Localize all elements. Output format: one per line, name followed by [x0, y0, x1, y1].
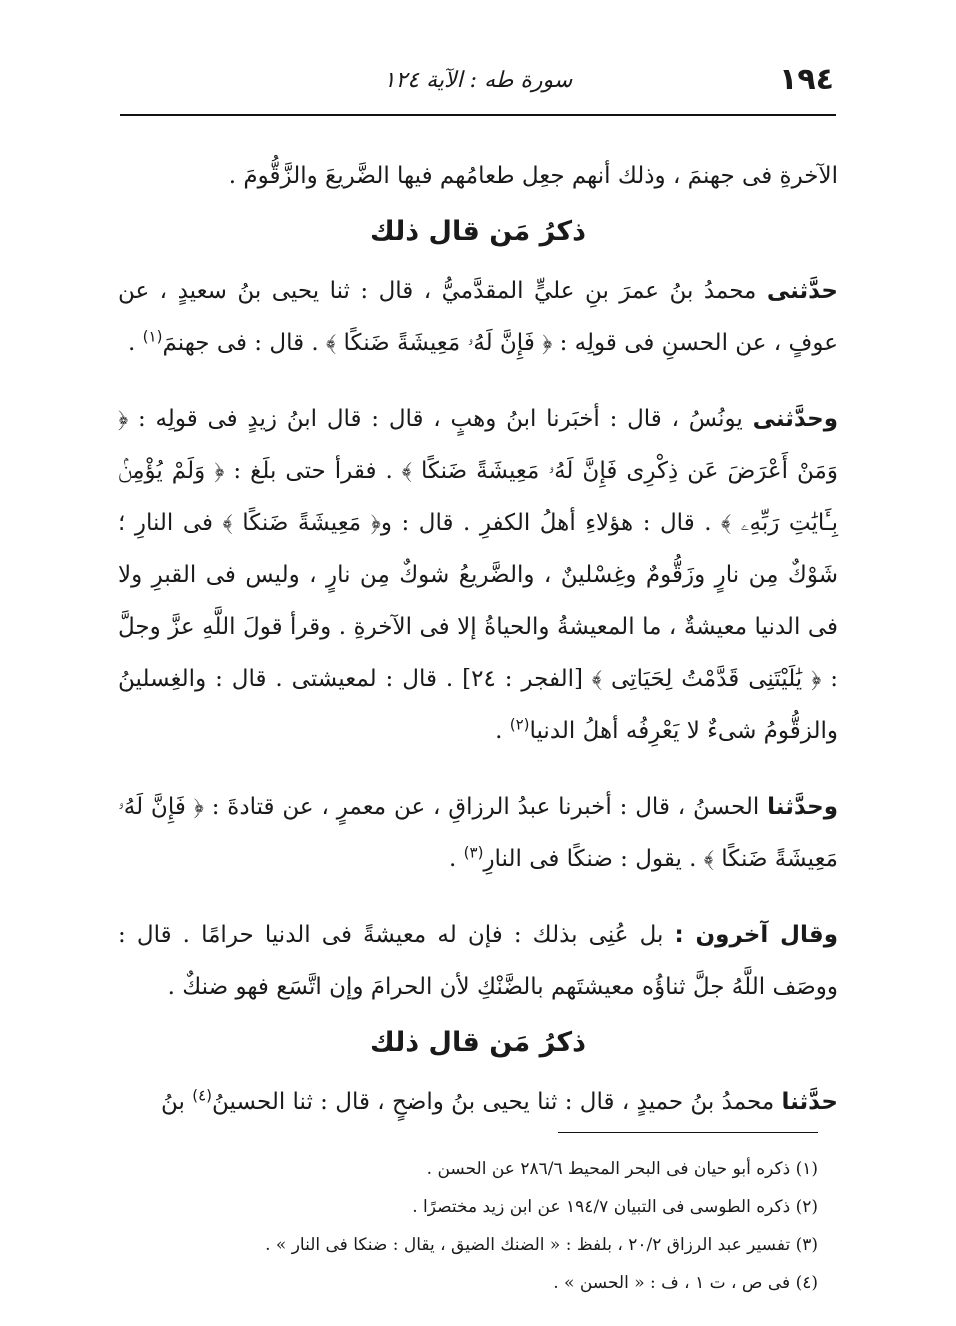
- section-heading-2: ذكرُ مَن قال ذلك: [370, 1027, 586, 1058]
- running-head: سورة طه : الآية ١٢٤: [383, 68, 573, 93]
- paragraph-3-text: يونُسُ ، قال : أخبَرنا ابنُ وهبٍ ، قال : قال ابنُ زيدٍ فى قولِه : ﴿ وَمَنْ أَعْرَضَ عَن ذِكْرِى فَإِنَّ لَهُۥ مَعِيشَةً ضَنكًا ﴾ . فقرأ حتى بلَغ : ﴿ وَلَمْ يُؤْمِنۢ بِـَٔايَٰتِ رَبِّهِۦ ﴾ . قال : هؤلاءِ أهلُ الكفرِ . قال : و﴿ مَعِيشَةً ضَنكًا ﴾ فى النارِ ؛ شَوْكٌ مِن نارٍ وزَقُّومٌ وغِسْلينٌ ، والضَّريعُ شوكٌ مِن نارٍ ، وليس فى القبرِ ولا فى الدنيا معيشةٌ ، ما المعيشةُ والحياةُ إلا فى الآخرةِ . وقرأ قولَ اللَّهِ عزَّ وجلَّ : ﴿ يَٰلَيْتَنِى قَدَّمْتُ لِحَيَاتِى ﴾ [الفجر : ٢٤] . قال : لمعيشتى . قال : والغِسلينُ والزقُّومُ شىءٌ لا يَعْرِفُه أهلُ الدنيا: [118, 406, 838, 744]
- main-text: [118, 150, 838, 1152]
- footnote-ref-4: (٤): [192, 1086, 212, 1105]
- paragraph-1: الآخرةِ فى جهنمَ ، وذلك أنهم جعِل طعامُهم فيها الضَّريعَ والزَّقُّومَ .: [228, 163, 838, 189]
- paragraph-3: [118, 393, 838, 757]
- section-heading-1: ذكرُ مَن قال ذلك: [370, 216, 586, 247]
- footnote-2: (٢) ذكره الطوسى فى التبيان ١٩٤/٧ عن ابن زيد مختصرًا .: [412, 1197, 818, 1217]
- footnotes: [158, 1150, 818, 1302]
- paragraph-6-text: محمدُ بنُ حميدٍ ، قال : ثنا يحيى بنُ واضحٍ ، قال : ثنا الحسينُ: [212, 1089, 775, 1115]
- footnote-4: (٤) فى ص ، ت ١ ، ف : « الحسن » .: [553, 1273, 818, 1293]
- footnote-3: (٣) تفسير عبد الرزاق ٢٠/٢ ، بلفظ : « الضنك الضيق ، يقال : ضنكا فى النار » .: [265, 1235, 818, 1255]
- paragraph-3-end: .: [495, 718, 510, 744]
- paragraph-5-lead: وقال آخرون :: [674, 922, 839, 948]
- paragraph-3-lead: وحدَّثنى: [752, 406, 839, 432]
- footnote-ref-3: (٣): [463, 843, 484, 862]
- footnote-rule: [558, 1132, 818, 1133]
- paragraph-5: [118, 909, 838, 1013]
- paragraph-4-lead: وحدَّثنا: [767, 794, 838, 820]
- paragraph-2-lead: حدَّثنى: [766, 278, 838, 304]
- paragraph-2: [118, 265, 838, 369]
- paragraph-4: [118, 781, 838, 885]
- header-rule: [120, 114, 836, 116]
- page-number: ١٩٤: [779, 62, 834, 97]
- page-header: [120, 58, 836, 114]
- footnote-ref-1: (١): [142, 327, 163, 346]
- paragraph-2-end: .: [128, 330, 143, 356]
- paragraph-6-lead: حدَّثنا: [781, 1089, 838, 1115]
- footnote-ref-2: (٢): [509, 715, 530, 734]
- paragraph-5-text: بل عُنِى بذلك : فإن له معيشةً فى الدنيا حرامًا . قال : ووصَف اللَّهُ جلَّ ثناؤُه معيشتَهم بالضَّنْكِ لأن الحرامَ وإن اتَّسَع فهو ضنكٌ .: [118, 922, 838, 1000]
- footnote-1: (١) ذكره أبو حيان فى البحر المحيط ٢٨٦/٦ عن الحسن .: [426, 1159, 818, 1179]
- paragraph-2-text: محمدُ بنُ عمرَ بنِ عليٍّ المقدَّميُّ ، قال : ثنا يحيى بنُ سعيدٍ ، عن عوفٍ ، عن الحسنِ فى قولِه : ﴿ فَإِنَّ لَهُۥ مَعِيشَةً ضَنكًا ﴾ . قال : فى جهنمَ: [118, 278, 838, 356]
- paragraph-6: [118, 1076, 838, 1128]
- paragraph-6-end: بنُ: [160, 1089, 193, 1115]
- paragraph-4-end: .: [449, 846, 464, 872]
- paragraph-4-text: الحسنُ ، قال : أخبرنا عبدُ الرزاقِ ، عن معمرٍ ، عن قتادةَ : ﴿ فَإِنَّ لَهُۥ مَعِيشَةً ضَنكًا ﴾ . يقول : ضنكًا فى النارِ: [118, 794, 838, 872]
